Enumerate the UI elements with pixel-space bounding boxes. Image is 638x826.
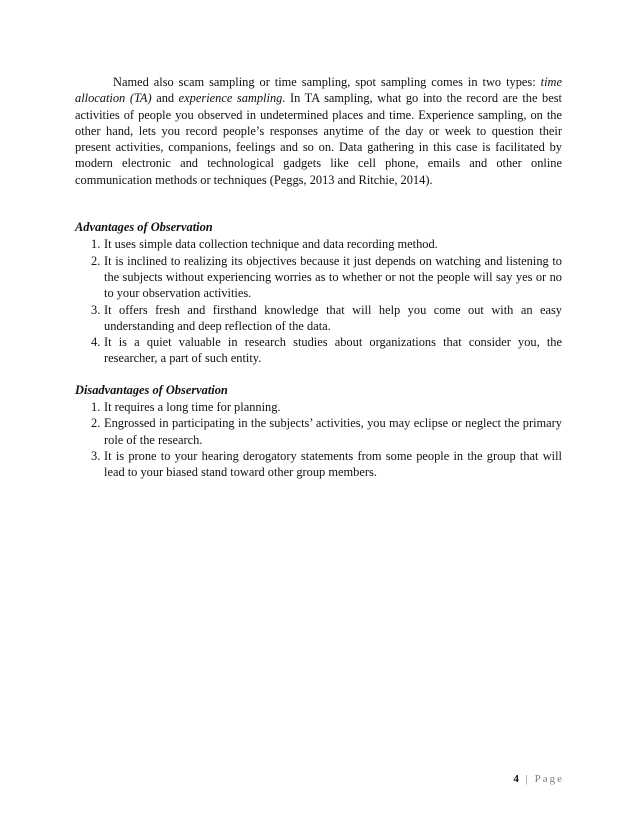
disadvantages-list [75,399,562,480]
list-item-number: 3. [91,448,101,463]
list-item [75,399,562,415]
disadvantages-heading: Disadvantages of Observation [75,382,228,397]
list-item [75,302,562,335]
advantages-heading: Advantages of Observation [75,220,213,235]
footer-separator: | [525,773,530,785]
advantages-list [75,236,562,366]
list-item-number: 1. [91,237,101,252]
list-item-number: 2. [91,253,101,268]
page-number: 4 [513,773,521,785]
intro-text-1: Named also scam sampling or time sampling, spot sampling comes in two types: [113,75,541,89]
intro-term-experience-sampling: experience sampling. [178,91,286,106]
page-footer [440,772,564,786]
intro-text-2: and [151,91,179,106]
intro-text-3: In TA sampling, what go into the record are the best activities of people you observed in undetermined places and time. Experience sampling, on the other hand, lets you record people’s responses anytime of the day or week to question their present activities, companions, feelings and so on. Data gathering in this case is facilitated by modern electronic and technological gadgets like cell phone, emails and other online communication methods or techniques (Peggs, 2013 and Ritchie, 2014). [75,91,562,187]
list-item-text: It is a quiet valuable in research studies about organizations that consider you, the researcher, a part of such entity. [104,335,562,366]
list-item-number: 2. [91,416,101,431]
list-item-text: It is inclined to realizing its objectives because it just depends on watching and listening to the subjects without experiencing worries as to whether or not the people will say yes or no to your observation activities. [104,253,562,301]
list-item-text: It uses simple data collection technique and data recording method. [104,237,438,252]
page-content [75,74,562,481]
list-item [75,448,562,481]
list-item [75,334,562,367]
intro-paragraph [75,74,562,188]
list-item [75,236,562,252]
list-item-number: 3. [91,302,101,317]
list-item [75,253,562,302]
list-item-text: It is prone to your hearing derogatory statements from some people in the group that will lead to your biased stand toward other group members. [104,448,562,480]
list-item [75,415,562,448]
list-item-text: It requires a long time for planning. [104,400,281,415]
list-item-text: Engrossed in participating in the subjects’ activities, you may eclipse or neglect the primary role of the research. [104,416,562,447]
list-item-number: 4. [91,335,101,350]
list-item-number: 1. [91,400,101,415]
page-label: Page [534,773,564,785]
intro-term-time-allocation: time allocation (TA) [75,75,562,106]
list-item-text: It offers fresh and firsthand knowledge that will help you come out with an easy understanding and deep reflection of the data. [104,302,562,333]
